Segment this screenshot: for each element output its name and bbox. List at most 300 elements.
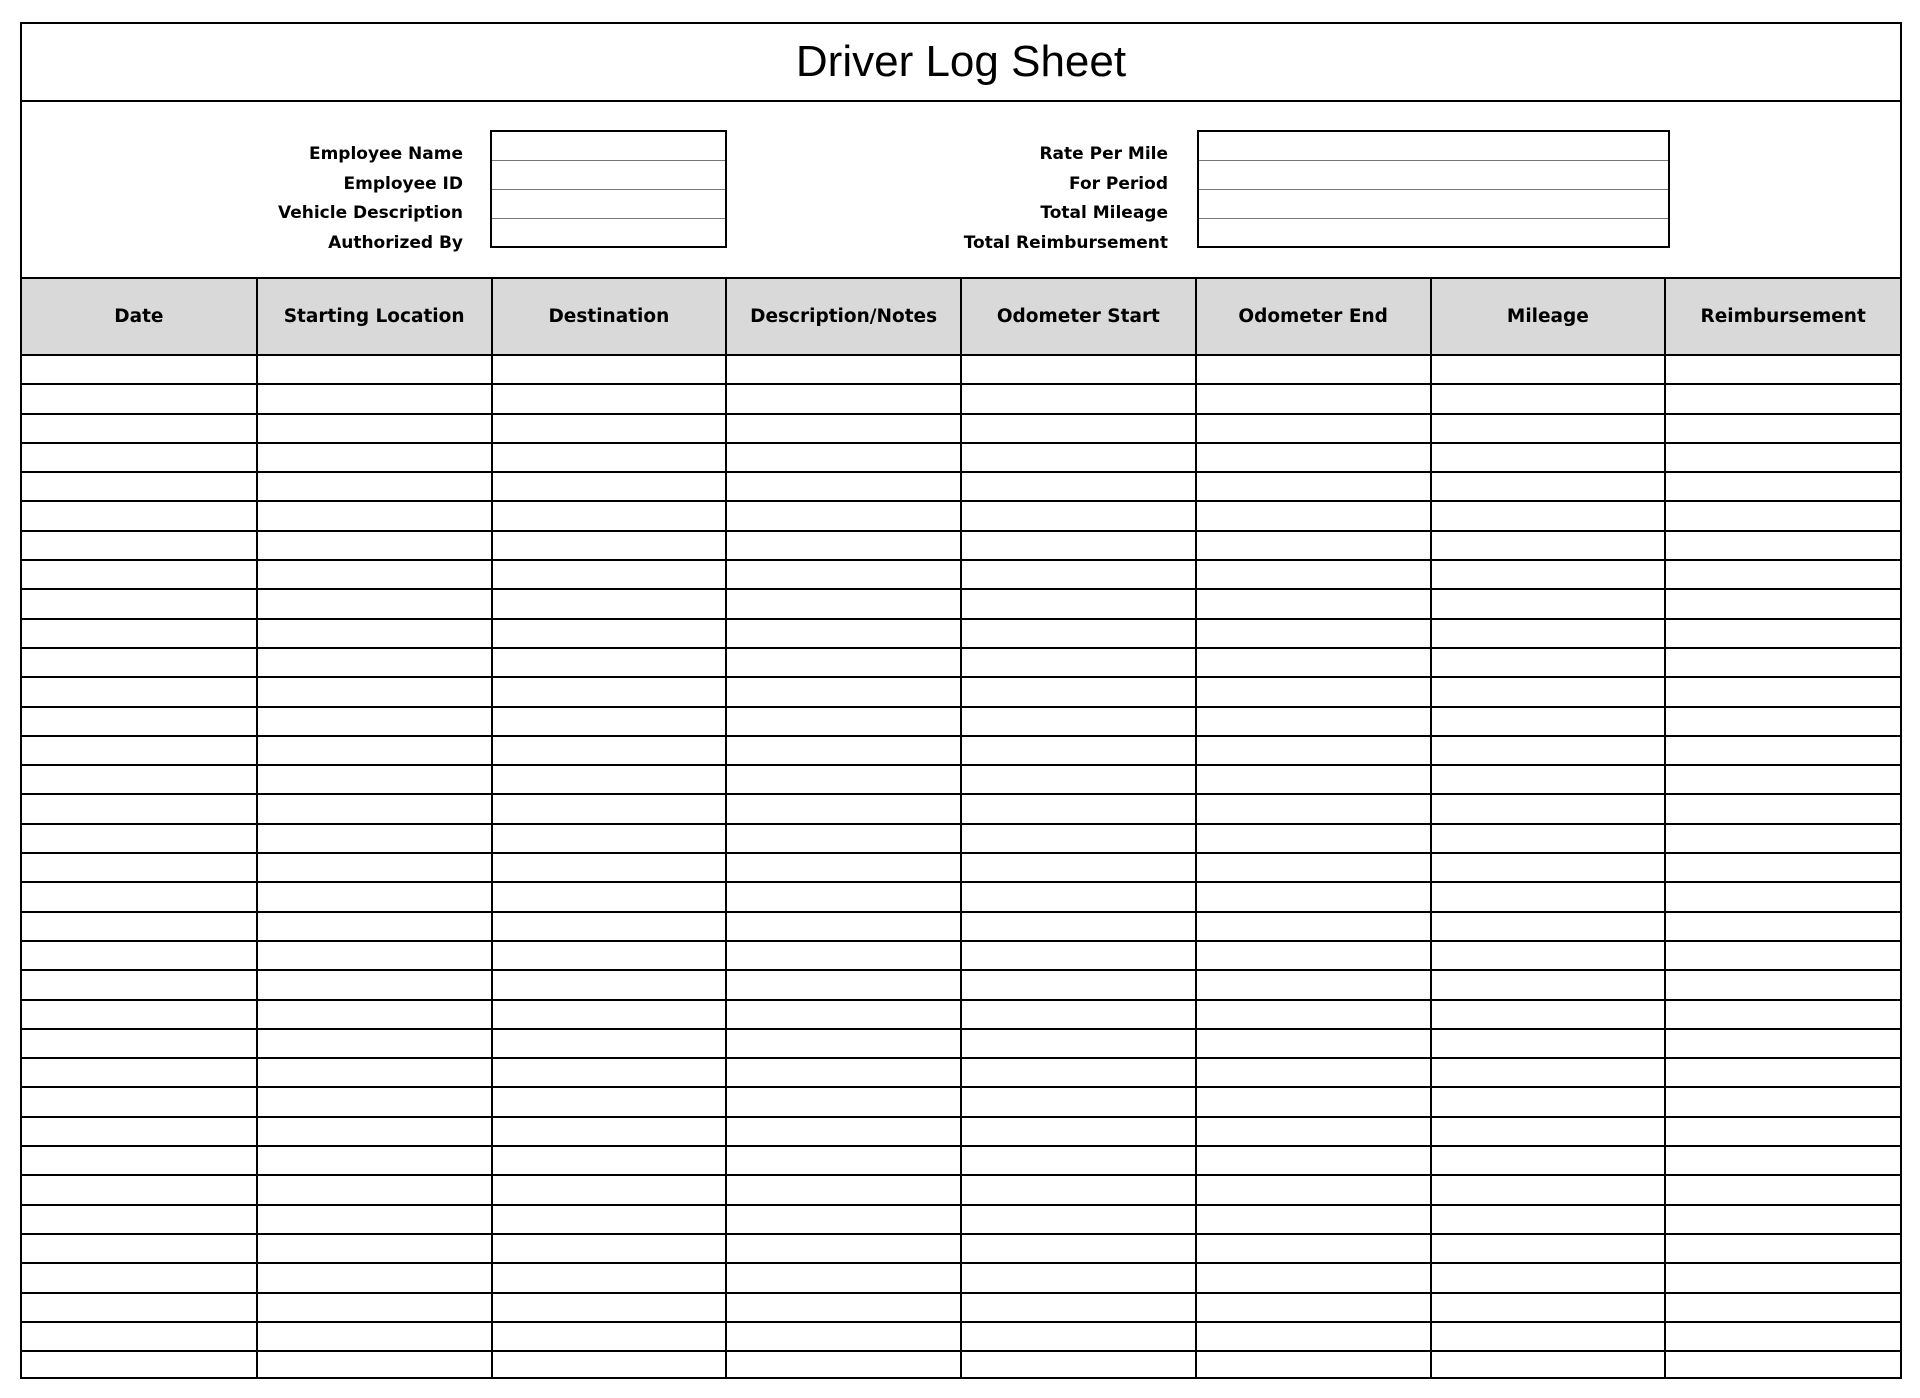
table-cell[interactable] bbox=[22, 882, 257, 911]
table-cell[interactable] bbox=[22, 472, 257, 501]
table-cell[interactable] bbox=[1196, 1322, 1431, 1351]
table-cell[interactable] bbox=[1665, 472, 1900, 501]
table-cell[interactable] bbox=[726, 560, 961, 589]
table-cell[interactable] bbox=[492, 619, 727, 648]
table-cell[interactable] bbox=[492, 1029, 727, 1058]
table-cell[interactable] bbox=[492, 1175, 727, 1204]
table-cell[interactable] bbox=[961, 589, 1196, 618]
table-cell[interactable] bbox=[22, 824, 257, 853]
table-cell[interactable] bbox=[492, 1146, 727, 1175]
table-cell[interactable] bbox=[726, 1351, 961, 1379]
table-cell[interactable] bbox=[1196, 853, 1431, 882]
table-cell[interactable] bbox=[492, 1293, 727, 1322]
table-cell[interactable] bbox=[1196, 648, 1431, 677]
table-cell[interactable] bbox=[257, 619, 492, 648]
table-cell[interactable] bbox=[492, 1058, 727, 1087]
table-cell[interactable] bbox=[1665, 443, 1900, 472]
table-cell[interactable] bbox=[492, 1234, 727, 1263]
table-cell[interactable] bbox=[1431, 1058, 1666, 1087]
table-cell[interactable] bbox=[257, 1263, 492, 1292]
table-row bbox=[22, 1058, 1900, 1087]
table-cell[interactable] bbox=[1431, 853, 1666, 882]
table-cell[interactable] bbox=[961, 912, 1196, 941]
table-cell[interactable] bbox=[1196, 501, 1431, 530]
table-cell[interactable] bbox=[726, 384, 961, 413]
table-cell[interactable] bbox=[492, 1322, 727, 1351]
table-cell[interactable] bbox=[961, 472, 1196, 501]
table-cell[interactable] bbox=[726, 1029, 961, 1058]
table-cell[interactable] bbox=[1665, 1117, 1900, 1146]
total-mileage-field[interactable] bbox=[1199, 190, 1668, 219]
table-cell[interactable] bbox=[726, 1175, 961, 1204]
column-header-destination: Destination bbox=[492, 278, 727, 355]
table-cell[interactable] bbox=[1196, 355, 1431, 384]
table-cell[interactable] bbox=[1431, 501, 1666, 530]
table-cell[interactable] bbox=[22, 1117, 257, 1146]
table-cell[interactable] bbox=[22, 1322, 257, 1351]
table-cell[interactable] bbox=[22, 1205, 257, 1234]
table-cell[interactable] bbox=[257, 589, 492, 618]
table-cell[interactable] bbox=[1431, 677, 1666, 706]
table-cell[interactable] bbox=[1665, 414, 1900, 443]
table-cell[interactable] bbox=[961, 707, 1196, 736]
table-cell[interactable] bbox=[961, 941, 1196, 970]
table-cell[interactable] bbox=[22, 1087, 257, 1116]
table-cell[interactable] bbox=[1665, 853, 1900, 882]
table-cell[interactable] bbox=[22, 794, 257, 823]
table-cell[interactable] bbox=[257, 472, 492, 501]
table-cell[interactable] bbox=[1665, 765, 1900, 794]
table-cell[interactable] bbox=[961, 1175, 1196, 1204]
rate-per-mile-label: Rate Per Mile bbox=[1039, 144, 1168, 164]
table-cell[interactable] bbox=[22, 648, 257, 677]
column-header-description-notes: Description/Notes bbox=[726, 278, 961, 355]
log-table-header-row bbox=[22, 278, 1900, 355]
table-cell[interactable] bbox=[22, 1146, 257, 1175]
table-cell[interactable] bbox=[257, 443, 492, 472]
table-cell[interactable] bbox=[1196, 1205, 1431, 1234]
table-cell[interactable] bbox=[257, 1293, 492, 1322]
employee-name-label: Employee Name bbox=[308, 144, 463, 164]
table-cell[interactable] bbox=[492, 853, 727, 882]
table-cell[interactable] bbox=[1196, 1351, 1431, 1379]
table-cell[interactable] bbox=[257, 384, 492, 413]
table-cell[interactable] bbox=[1431, 1234, 1666, 1263]
table-cell[interactable] bbox=[961, 1058, 1196, 1087]
table-cell[interactable] bbox=[726, 531, 961, 560]
table-row bbox=[22, 1175, 1900, 1204]
table-cell[interactable] bbox=[1196, 824, 1431, 853]
table-cell[interactable] bbox=[22, 765, 257, 794]
table-cell[interactable] bbox=[22, 970, 257, 999]
table-cell[interactable] bbox=[726, 794, 961, 823]
table-cell[interactable] bbox=[726, 882, 961, 911]
total-reimbursement-field[interactable] bbox=[1199, 219, 1668, 248]
table-cell[interactable] bbox=[961, 501, 1196, 530]
table-cell[interactable] bbox=[1196, 531, 1431, 560]
table-cell[interactable] bbox=[961, 1322, 1196, 1351]
table-cell[interactable] bbox=[1196, 1000, 1431, 1029]
table-cell[interactable] bbox=[1196, 794, 1431, 823]
table-cell[interactable] bbox=[257, 1029, 492, 1058]
table-cell[interactable] bbox=[492, 1351, 727, 1379]
table-cell[interactable] bbox=[1196, 443, 1431, 472]
mileage-info-labels bbox=[964, 140, 1168, 258]
table-cell[interactable] bbox=[257, 824, 492, 853]
column-header-odometer-end: Odometer End bbox=[1196, 278, 1431, 355]
table-cell[interactable] bbox=[961, 1293, 1196, 1322]
table-cell[interactable] bbox=[726, 443, 961, 472]
table-cell[interactable] bbox=[257, 1146, 492, 1175]
table-cell[interactable] bbox=[726, 1322, 961, 1351]
table-cell[interactable] bbox=[1665, 1205, 1900, 1234]
table-cell[interactable] bbox=[492, 707, 727, 736]
table-cell[interactable] bbox=[492, 648, 727, 677]
table-cell[interactable] bbox=[1665, 589, 1900, 618]
table-cell[interactable] bbox=[1431, 531, 1666, 560]
table-cell[interactable] bbox=[22, 707, 257, 736]
table-cell[interactable] bbox=[1431, 1351, 1666, 1379]
table-cell[interactable] bbox=[492, 912, 727, 941]
table-cell[interactable] bbox=[492, 560, 727, 589]
table-cell[interactable] bbox=[257, 1175, 492, 1204]
table-cell[interactable] bbox=[1196, 912, 1431, 941]
table-cell[interactable] bbox=[1431, 355, 1666, 384]
table-cell[interactable] bbox=[961, 1351, 1196, 1379]
table-cell[interactable] bbox=[1431, 619, 1666, 648]
table-cell[interactable] bbox=[22, 384, 257, 413]
table-cell[interactable] bbox=[1196, 765, 1431, 794]
table-cell[interactable] bbox=[1431, 414, 1666, 443]
table-cell[interactable] bbox=[1196, 677, 1431, 706]
table-cell[interactable] bbox=[492, 941, 727, 970]
table-cell[interactable] bbox=[1665, 355, 1900, 384]
table-cell[interactable] bbox=[22, 531, 257, 560]
table-cell[interactable] bbox=[961, 1234, 1196, 1263]
table-cell[interactable] bbox=[22, 736, 257, 765]
table-cell[interactable] bbox=[257, 560, 492, 589]
table-cell[interactable] bbox=[1665, 619, 1900, 648]
table-cell[interactable] bbox=[961, 355, 1196, 384]
table-cell[interactable] bbox=[726, 1117, 961, 1146]
table-cell[interactable] bbox=[257, 970, 492, 999]
table-cell[interactable] bbox=[961, 1263, 1196, 1292]
table-cell[interactable] bbox=[1431, 443, 1666, 472]
table-cell[interactable] bbox=[22, 1234, 257, 1263]
rate-per-mile-field[interactable] bbox=[1199, 132, 1668, 161]
table-cell[interactable] bbox=[1665, 1058, 1900, 1087]
table-cell[interactable] bbox=[22, 853, 257, 882]
table-cell[interactable] bbox=[492, 384, 727, 413]
table-cell[interactable] bbox=[961, 677, 1196, 706]
table-cell[interactable] bbox=[726, 1205, 961, 1234]
table-cell[interactable] bbox=[1431, 1263, 1666, 1292]
table-cell[interactable] bbox=[1431, 1293, 1666, 1322]
table-cell[interactable] bbox=[961, 384, 1196, 413]
table-cell[interactable] bbox=[961, 531, 1196, 560]
table-cell[interactable] bbox=[22, 589, 257, 618]
table-cell[interactable] bbox=[1431, 1322, 1666, 1351]
table-cell[interactable] bbox=[1196, 560, 1431, 589]
table-cell[interactable] bbox=[22, 619, 257, 648]
table-cell[interactable] bbox=[22, 501, 257, 530]
table-cell[interactable] bbox=[1196, 384, 1431, 413]
table-cell[interactable] bbox=[492, 824, 727, 853]
table-cell[interactable] bbox=[1431, 1117, 1666, 1146]
table-cell[interactable] bbox=[257, 648, 492, 677]
table-cell[interactable] bbox=[492, 414, 727, 443]
table-cell[interactable] bbox=[257, 1322, 492, 1351]
table-cell[interactable] bbox=[1665, 1263, 1900, 1292]
table-cell[interactable] bbox=[1431, 941, 1666, 970]
table-cell[interactable] bbox=[22, 1058, 257, 1087]
table-cell[interactable] bbox=[1665, 1351, 1900, 1379]
table-cell[interactable] bbox=[257, 1234, 492, 1263]
table-cell[interactable] bbox=[1196, 1029, 1431, 1058]
table-cell[interactable] bbox=[1196, 941, 1431, 970]
table-cell[interactable] bbox=[726, 1293, 961, 1322]
table-cell[interactable] bbox=[22, 560, 257, 589]
table-cell[interactable] bbox=[961, 560, 1196, 589]
table-cell[interactable] bbox=[726, 677, 961, 706]
table-cell[interactable] bbox=[22, 677, 257, 706]
table-cell[interactable] bbox=[726, 1263, 961, 1292]
table-cell[interactable] bbox=[1431, 1205, 1666, 1234]
table-cell[interactable] bbox=[257, 1351, 492, 1379]
for-period-field[interactable] bbox=[1199, 161, 1668, 190]
table-cell[interactable] bbox=[726, 1000, 961, 1029]
table-cell[interactable] bbox=[1665, 384, 1900, 413]
table-cell[interactable] bbox=[1665, 677, 1900, 706]
table-cell[interactable] bbox=[726, 619, 961, 648]
table-cell[interactable] bbox=[1665, 1029, 1900, 1058]
table-cell[interactable] bbox=[1196, 1087, 1431, 1116]
table-cell[interactable] bbox=[961, 619, 1196, 648]
table-cell[interactable] bbox=[257, 355, 492, 384]
table-cell[interactable] bbox=[257, 794, 492, 823]
table-cell[interactable] bbox=[492, 501, 727, 530]
table-cell[interactable] bbox=[22, 443, 257, 472]
table-cell[interactable] bbox=[961, 1000, 1196, 1029]
table-cell[interactable] bbox=[1431, 648, 1666, 677]
table-cell[interactable] bbox=[257, 912, 492, 941]
table-cell[interactable] bbox=[257, 707, 492, 736]
table-cell[interactable] bbox=[726, 765, 961, 794]
table-cell[interactable] bbox=[492, 970, 727, 999]
table-cell[interactable] bbox=[257, 1000, 492, 1029]
table-cell[interactable] bbox=[961, 648, 1196, 677]
table-cell[interactable] bbox=[22, 1293, 257, 1322]
table-cell[interactable] bbox=[961, 882, 1196, 911]
table-cell[interactable] bbox=[22, 1175, 257, 1204]
employee-id-field[interactable] bbox=[492, 161, 725, 190]
table-cell[interactable] bbox=[257, 941, 492, 970]
table-cell[interactable] bbox=[1665, 707, 1900, 736]
table-cell[interactable] bbox=[492, 531, 727, 560]
table-cell[interactable] bbox=[726, 355, 961, 384]
table-cell[interactable] bbox=[961, 443, 1196, 472]
table-cell[interactable] bbox=[22, 1029, 257, 1058]
table-cell[interactable] bbox=[257, 1058, 492, 1087]
table-cell[interactable] bbox=[726, 970, 961, 999]
table-cell[interactable] bbox=[961, 1146, 1196, 1175]
table-cell[interactable] bbox=[1196, 882, 1431, 911]
table-cell[interactable] bbox=[22, 414, 257, 443]
table-cell[interactable] bbox=[726, 941, 961, 970]
authorized-by-field[interactable] bbox=[492, 219, 725, 248]
table-cell[interactable] bbox=[1431, 794, 1666, 823]
table-cell[interactable] bbox=[1665, 1293, 1900, 1322]
table-cell[interactable] bbox=[726, 414, 961, 443]
title-bar bbox=[22, 24, 1900, 102]
table-cell[interactable] bbox=[492, 443, 727, 472]
table-cell[interactable] bbox=[1665, 1234, 1900, 1263]
table-cell[interactable] bbox=[257, 1117, 492, 1146]
table-cell[interactable] bbox=[1431, 1000, 1666, 1029]
table-cell[interactable] bbox=[1431, 824, 1666, 853]
table-cell[interactable] bbox=[22, 1351, 257, 1379]
table-cell[interactable] bbox=[22, 941, 257, 970]
table-cell[interactable] bbox=[492, 355, 727, 384]
table-cell[interactable] bbox=[1196, 589, 1431, 618]
table-cell[interactable] bbox=[257, 853, 492, 882]
table-cell[interactable] bbox=[1431, 1146, 1666, 1175]
table-cell[interactable] bbox=[1196, 1293, 1431, 1322]
table-cell[interactable] bbox=[1665, 531, 1900, 560]
table-cell[interactable] bbox=[726, 1087, 961, 1116]
table-row bbox=[22, 501, 1900, 530]
table-cell[interactable] bbox=[1665, 912, 1900, 941]
table-cell[interactable] bbox=[726, 853, 961, 882]
table-cell[interactable] bbox=[492, 1087, 727, 1116]
table-cell[interactable] bbox=[1196, 1146, 1431, 1175]
table-cell[interactable] bbox=[1431, 1087, 1666, 1116]
table-cell[interactable] bbox=[1665, 1146, 1900, 1175]
table-cell[interactable] bbox=[726, 1058, 961, 1087]
table-cell[interactable] bbox=[22, 1263, 257, 1292]
table-cell[interactable] bbox=[492, 472, 727, 501]
table-cell[interactable] bbox=[1665, 941, 1900, 970]
table-cell[interactable] bbox=[726, 912, 961, 941]
table-cell[interactable] bbox=[257, 531, 492, 560]
table-cell[interactable] bbox=[1431, 472, 1666, 501]
table-cell[interactable] bbox=[1196, 1058, 1431, 1087]
table-cell[interactable] bbox=[1431, 707, 1666, 736]
table-cell[interactable] bbox=[1665, 736, 1900, 765]
table-cell[interactable] bbox=[1431, 970, 1666, 999]
employee-name-field[interactable] bbox=[492, 132, 725, 161]
table-cell[interactable] bbox=[257, 677, 492, 706]
table-cell[interactable] bbox=[492, 1205, 727, 1234]
table-cell[interactable] bbox=[726, 472, 961, 501]
table-cell[interactable] bbox=[961, 765, 1196, 794]
table-cell[interactable] bbox=[961, 1205, 1196, 1234]
table-cell[interactable] bbox=[257, 882, 492, 911]
table-cell[interactable] bbox=[257, 1205, 492, 1234]
table-cell[interactable] bbox=[726, 648, 961, 677]
table-cell[interactable] bbox=[257, 736, 492, 765]
table-cell[interactable] bbox=[961, 1087, 1196, 1116]
table-cell[interactable] bbox=[1196, 1117, 1431, 1146]
table-cell[interactable] bbox=[1665, 970, 1900, 999]
table-cell[interactable] bbox=[1665, 882, 1900, 911]
table-cell[interactable] bbox=[961, 970, 1196, 999]
table-cell[interactable] bbox=[492, 794, 727, 823]
table-cell[interactable] bbox=[22, 912, 257, 941]
table-cell[interactable] bbox=[1196, 1175, 1431, 1204]
table-cell[interactable] bbox=[1196, 736, 1431, 765]
table-cell[interactable] bbox=[1431, 882, 1666, 911]
table-cell[interactable] bbox=[257, 765, 492, 794]
table-cell[interactable] bbox=[1665, 560, 1900, 589]
table-cell[interactable] bbox=[1665, 1000, 1900, 1029]
table-cell[interactable] bbox=[1431, 736, 1666, 765]
table-cell[interactable] bbox=[1665, 1322, 1900, 1351]
table-cell[interactable] bbox=[1196, 707, 1431, 736]
table-cell[interactable] bbox=[492, 1000, 727, 1029]
table-cell[interactable] bbox=[726, 589, 961, 618]
table-cell[interactable] bbox=[1431, 560, 1666, 589]
table-cell[interactable] bbox=[1665, 824, 1900, 853]
table-cell[interactable] bbox=[492, 765, 727, 794]
table-cell[interactable] bbox=[1665, 794, 1900, 823]
table-cell[interactable] bbox=[961, 853, 1196, 882]
table-cell[interactable] bbox=[1196, 1263, 1431, 1292]
table-cell[interactable] bbox=[1431, 912, 1666, 941]
table-cell[interactable] bbox=[492, 589, 727, 618]
table-cell[interactable] bbox=[1196, 619, 1431, 648]
table-cell[interactable] bbox=[1665, 1087, 1900, 1116]
table-cell[interactable] bbox=[726, 1234, 961, 1263]
table-cell[interactable] bbox=[961, 414, 1196, 443]
table-cell[interactable] bbox=[961, 1117, 1196, 1146]
table-cell[interactable] bbox=[961, 824, 1196, 853]
table-cell[interactable] bbox=[1665, 648, 1900, 677]
table-cell[interactable] bbox=[1665, 1175, 1900, 1204]
table-cell[interactable] bbox=[1196, 414, 1431, 443]
table-cell[interactable] bbox=[1431, 765, 1666, 794]
table-cell[interactable] bbox=[1196, 472, 1431, 501]
table-cell[interactable] bbox=[492, 736, 727, 765]
table-cell[interactable] bbox=[492, 677, 727, 706]
table-cell[interactable] bbox=[492, 1117, 727, 1146]
table-cell[interactable] bbox=[726, 707, 961, 736]
table-cell[interactable] bbox=[1431, 1175, 1666, 1204]
table-cell[interactable] bbox=[492, 882, 727, 911]
table-cell[interactable] bbox=[961, 736, 1196, 765]
table-cell[interactable] bbox=[257, 501, 492, 530]
table-cell[interactable] bbox=[257, 1087, 492, 1116]
table-cell[interactable] bbox=[1196, 970, 1431, 999]
table-cell[interactable] bbox=[1196, 1234, 1431, 1263]
table-cell[interactable] bbox=[961, 794, 1196, 823]
table-cell[interactable] bbox=[1665, 501, 1900, 530]
table-cell[interactable] bbox=[961, 1029, 1196, 1058]
table-cell[interactable] bbox=[1431, 1029, 1666, 1058]
table-cell[interactable] bbox=[1431, 384, 1666, 413]
table-cell[interactable] bbox=[22, 1000, 257, 1029]
table-cell[interactable] bbox=[257, 414, 492, 443]
table-cell[interactable] bbox=[726, 824, 961, 853]
table-cell[interactable] bbox=[726, 501, 961, 530]
table-cell[interactable] bbox=[22, 355, 257, 384]
table-cell[interactable] bbox=[726, 1146, 961, 1175]
table-cell[interactable] bbox=[492, 1263, 727, 1292]
table-row bbox=[22, 619, 1900, 648]
vehicle-description-field[interactable] bbox=[492, 190, 725, 219]
table-cell[interactable] bbox=[726, 736, 961, 765]
table-cell[interactable] bbox=[1431, 589, 1666, 618]
